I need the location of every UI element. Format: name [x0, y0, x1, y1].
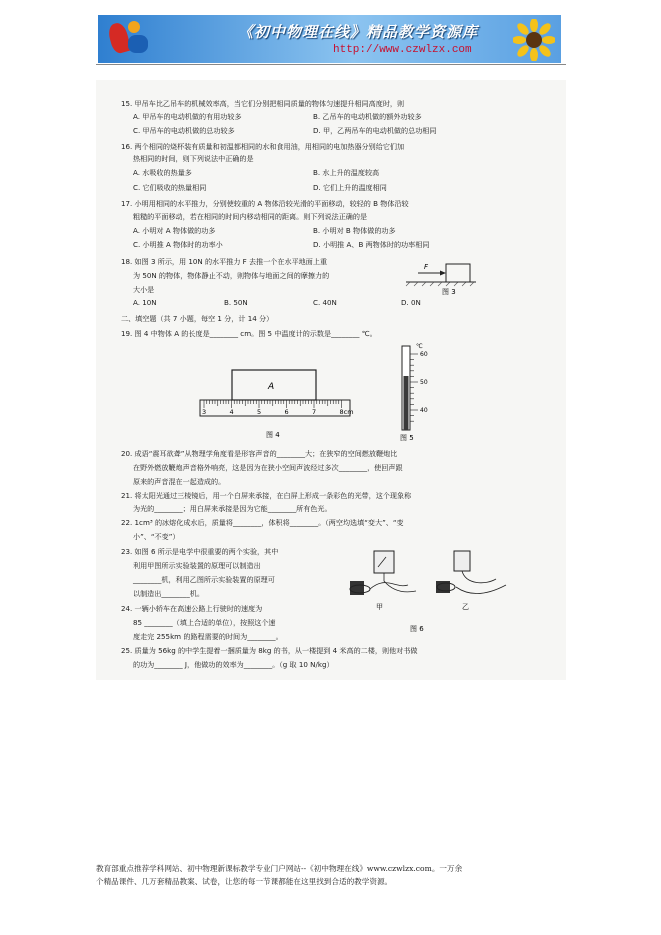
- q17-option-b: B. 小明对 B 物体做的功多: [313, 226, 396, 235]
- fig4-ruler-label: 5: [257, 408, 262, 416]
- fig6-jia-wire: [370, 573, 416, 592]
- q15-option-a: A. 甲吊车的电动机做的有用功较多: [133, 112, 242, 121]
- fig4-caption: 图 4: [266, 431, 280, 439]
- fig4-ruler-label: 8cm: [339, 408, 354, 416]
- q18-option-b: B. 50N: [224, 298, 248, 307]
- fig5-unit: ℃: [416, 343, 423, 350]
- q24-line-3: 度走完 255km 的路程需要的时间为________。: [133, 632, 283, 641]
- q18-stem: 18. 如图 3 所示，用 10N 的水平推力 F 去推一个在水平地面上重: [121, 257, 328, 266]
- q23-line-1: 23. 如图 6 所示是电学中很重要的两个实验，其中: [121, 547, 279, 556]
- q25-line-1: 25. 质量为 56kg 的中学生提着一捆质量为 8kg 的书，从一楼提到 4 米高的二楼，则他对书做: [121, 646, 418, 655]
- q18-stem-cont2: 大小是: [133, 285, 155, 294]
- q15-stem: 15. 甲吊车比乙吊车的机械效率高，当它们分别把相同质量的物体匀速提升相同高度时，则: [121, 99, 405, 108]
- q20-line-1: 20. 成语“震耳欲聋”从物理学角度看是形容声音的________大；在狭窄的空间燃放鞭炮比: [121, 449, 398, 458]
- q16-option-d: D. 它们上升的温度相同: [313, 183, 387, 192]
- q16-stem: 16. 两个相同的烧杯装有质量和初温都相同的水和食用油，用相同的电加热器分别给它们加: [121, 142, 405, 151]
- q16-stem-cont: 热相同的时间，则下列说法中正确的是: [133, 154, 254, 163]
- q15-option-c: C. 甲吊车的电动机做的总功较多: [133, 126, 235, 135]
- q18-option-a: A. 10N: [133, 298, 157, 307]
- q20-line-2: 在野外燃放鞭炮声音格外响亮，这是因为在狭小空间声波经过多次________，使回声跟: [133, 463, 403, 472]
- fig3-arrowhead: [440, 271, 446, 276]
- q20-line-3: 原来的声音混在一起造成的。: [133, 477, 226, 486]
- q24-line-2: 85 ________（填上合适的单位），按照这个速: [133, 618, 276, 627]
- logo-dot: [128, 21, 140, 33]
- q17-option-d: D. 小明推 A、B 两物体时的功率相同: [313, 240, 430, 249]
- q17-stem: 17. 小明用相同的水平推力，分别使较重的 A 物体沿较光滑的平面移动，较轻的 B 物体沿较: [121, 199, 409, 208]
- q23-line-3: ________机，利用乙图所示实验装置的原理可: [133, 575, 275, 584]
- q23-line-2: 利用甲图所示实验装置的原理可以制造出: [133, 561, 261, 570]
- fig3-block: [446, 264, 470, 282]
- section-2-heading: 二、填空题（共 7 小题，每空 1 分，计 14 分）: [121, 314, 274, 323]
- figure-6: [336, 545, 516, 635]
- banner-divider: [96, 64, 566, 65]
- fig6-caption: 图 6: [410, 625, 424, 633]
- fig4-ruler-label: 3: [202, 408, 207, 416]
- q17-stem-cont: 粗糙的平面移动，若在相同的时间内移动相同的距离。则下列说法正确的是: [133, 212, 368, 221]
- footer-line-2: 个精品课件、几万套精品教案、试卷，让您的每一节课都能在这里找到合适的教学资源。: [96, 877, 393, 886]
- fig3-caption: 图 3: [442, 288, 456, 296]
- q21-line-1: 21. 将太阳光通过三棱镜后，用一个白屏来承接，在白屏上形成一条彩色的光带，这个现象称: [121, 491, 412, 500]
- q21-line-2: 为光的________；用白屏来承接是因为它能________所有色光。: [133, 504, 332, 513]
- figure-4: [196, 362, 356, 442]
- banner-title: 《初中物理在线》精品教学资源库: [238, 23, 479, 41]
- fig6-jia-meter: [374, 551, 394, 573]
- site-banner: [98, 15, 561, 63]
- q15-option-d: D. 甲，乙两吊车的电动机做的总功相同: [313, 126, 437, 135]
- sunflower-icon: [513, 19, 555, 61]
- figure-3: [404, 254, 480, 296]
- q17-option-a: A. 小明对 A 物体做的功多: [133, 226, 216, 235]
- fig4-ruler-label: 4: [229, 408, 234, 416]
- fig5-tick-40: 40: [420, 407, 428, 414]
- fig5-tick-60: 60: [420, 351, 428, 358]
- q16-option-a: A. 水吸收的热量多: [133, 168, 192, 177]
- footer-line-1: 教育部重点推荐学科网站、初中物理新课标教学专业门户网站--《初中物理在线》www.czwlzx.com。一万余: [96, 864, 463, 873]
- q16-option-b: B. 水上升的温度较高: [313, 168, 380, 177]
- q23-line-4: 以制造出________机。: [133, 589, 204, 598]
- q25-line-2: 的功为________ J，他做功的效率为________。（g 取 10 N/kg）: [133, 660, 334, 669]
- site-footer: [96, 862, 576, 888]
- q17-option-c: C. 小明推 A 物体时的功率小: [133, 240, 223, 249]
- logo-shape: [128, 35, 148, 53]
- q22-line-2: 小”、“不变”）: [133, 532, 180, 541]
- fig6-yi-wire: [456, 571, 506, 594]
- q18-option-d: D. 0N: [401, 298, 421, 307]
- q18-option-c: C. 40N: [313, 298, 337, 307]
- fig6-yi-label: 乙: [462, 603, 469, 611]
- fig6-yi-battery: [454, 551, 470, 571]
- q16-option-c: C. 它们吸收的热量相同: [133, 183, 207, 192]
- fig5-caption: 图 5: [400, 434, 414, 442]
- q19-text: 19. 图 4 中物体 A 的长度是________ cm。图 5 中温度计的示数是________ ℃。: [121, 329, 377, 338]
- fig6-jia-label: 甲: [376, 603, 383, 611]
- fig3-force-label: F: [424, 263, 429, 271]
- q24-line-1: 24. 一辆小轿车在高速公路上行驶时的速度为: [121, 604, 263, 613]
- fig4-ruler-label: 7: [312, 408, 317, 416]
- fig4-object-label: A: [268, 382, 275, 392]
- fig5-mercury-column: [404, 376, 409, 430]
- fig4-ruler-label: 6: [284, 408, 289, 416]
- figure-5: [392, 340, 440, 444]
- banner-url[interactable]: http://www.czwlzx.com: [333, 44, 472, 56]
- q18-stem-cont: 为 50N 的物体，物体静止不动，则物体与地面之间的摩擦力的: [133, 271, 330, 280]
- q22-line-1: 22. 1cm³ 的冰熔化成水后，质量将________，体积将________。（两空均选填“变大”、“变: [121, 518, 404, 527]
- q15-option-b: B. 乙吊车的电动机做的额外功较多: [313, 112, 422, 121]
- fig5-tick-50: 50: [420, 379, 428, 386]
